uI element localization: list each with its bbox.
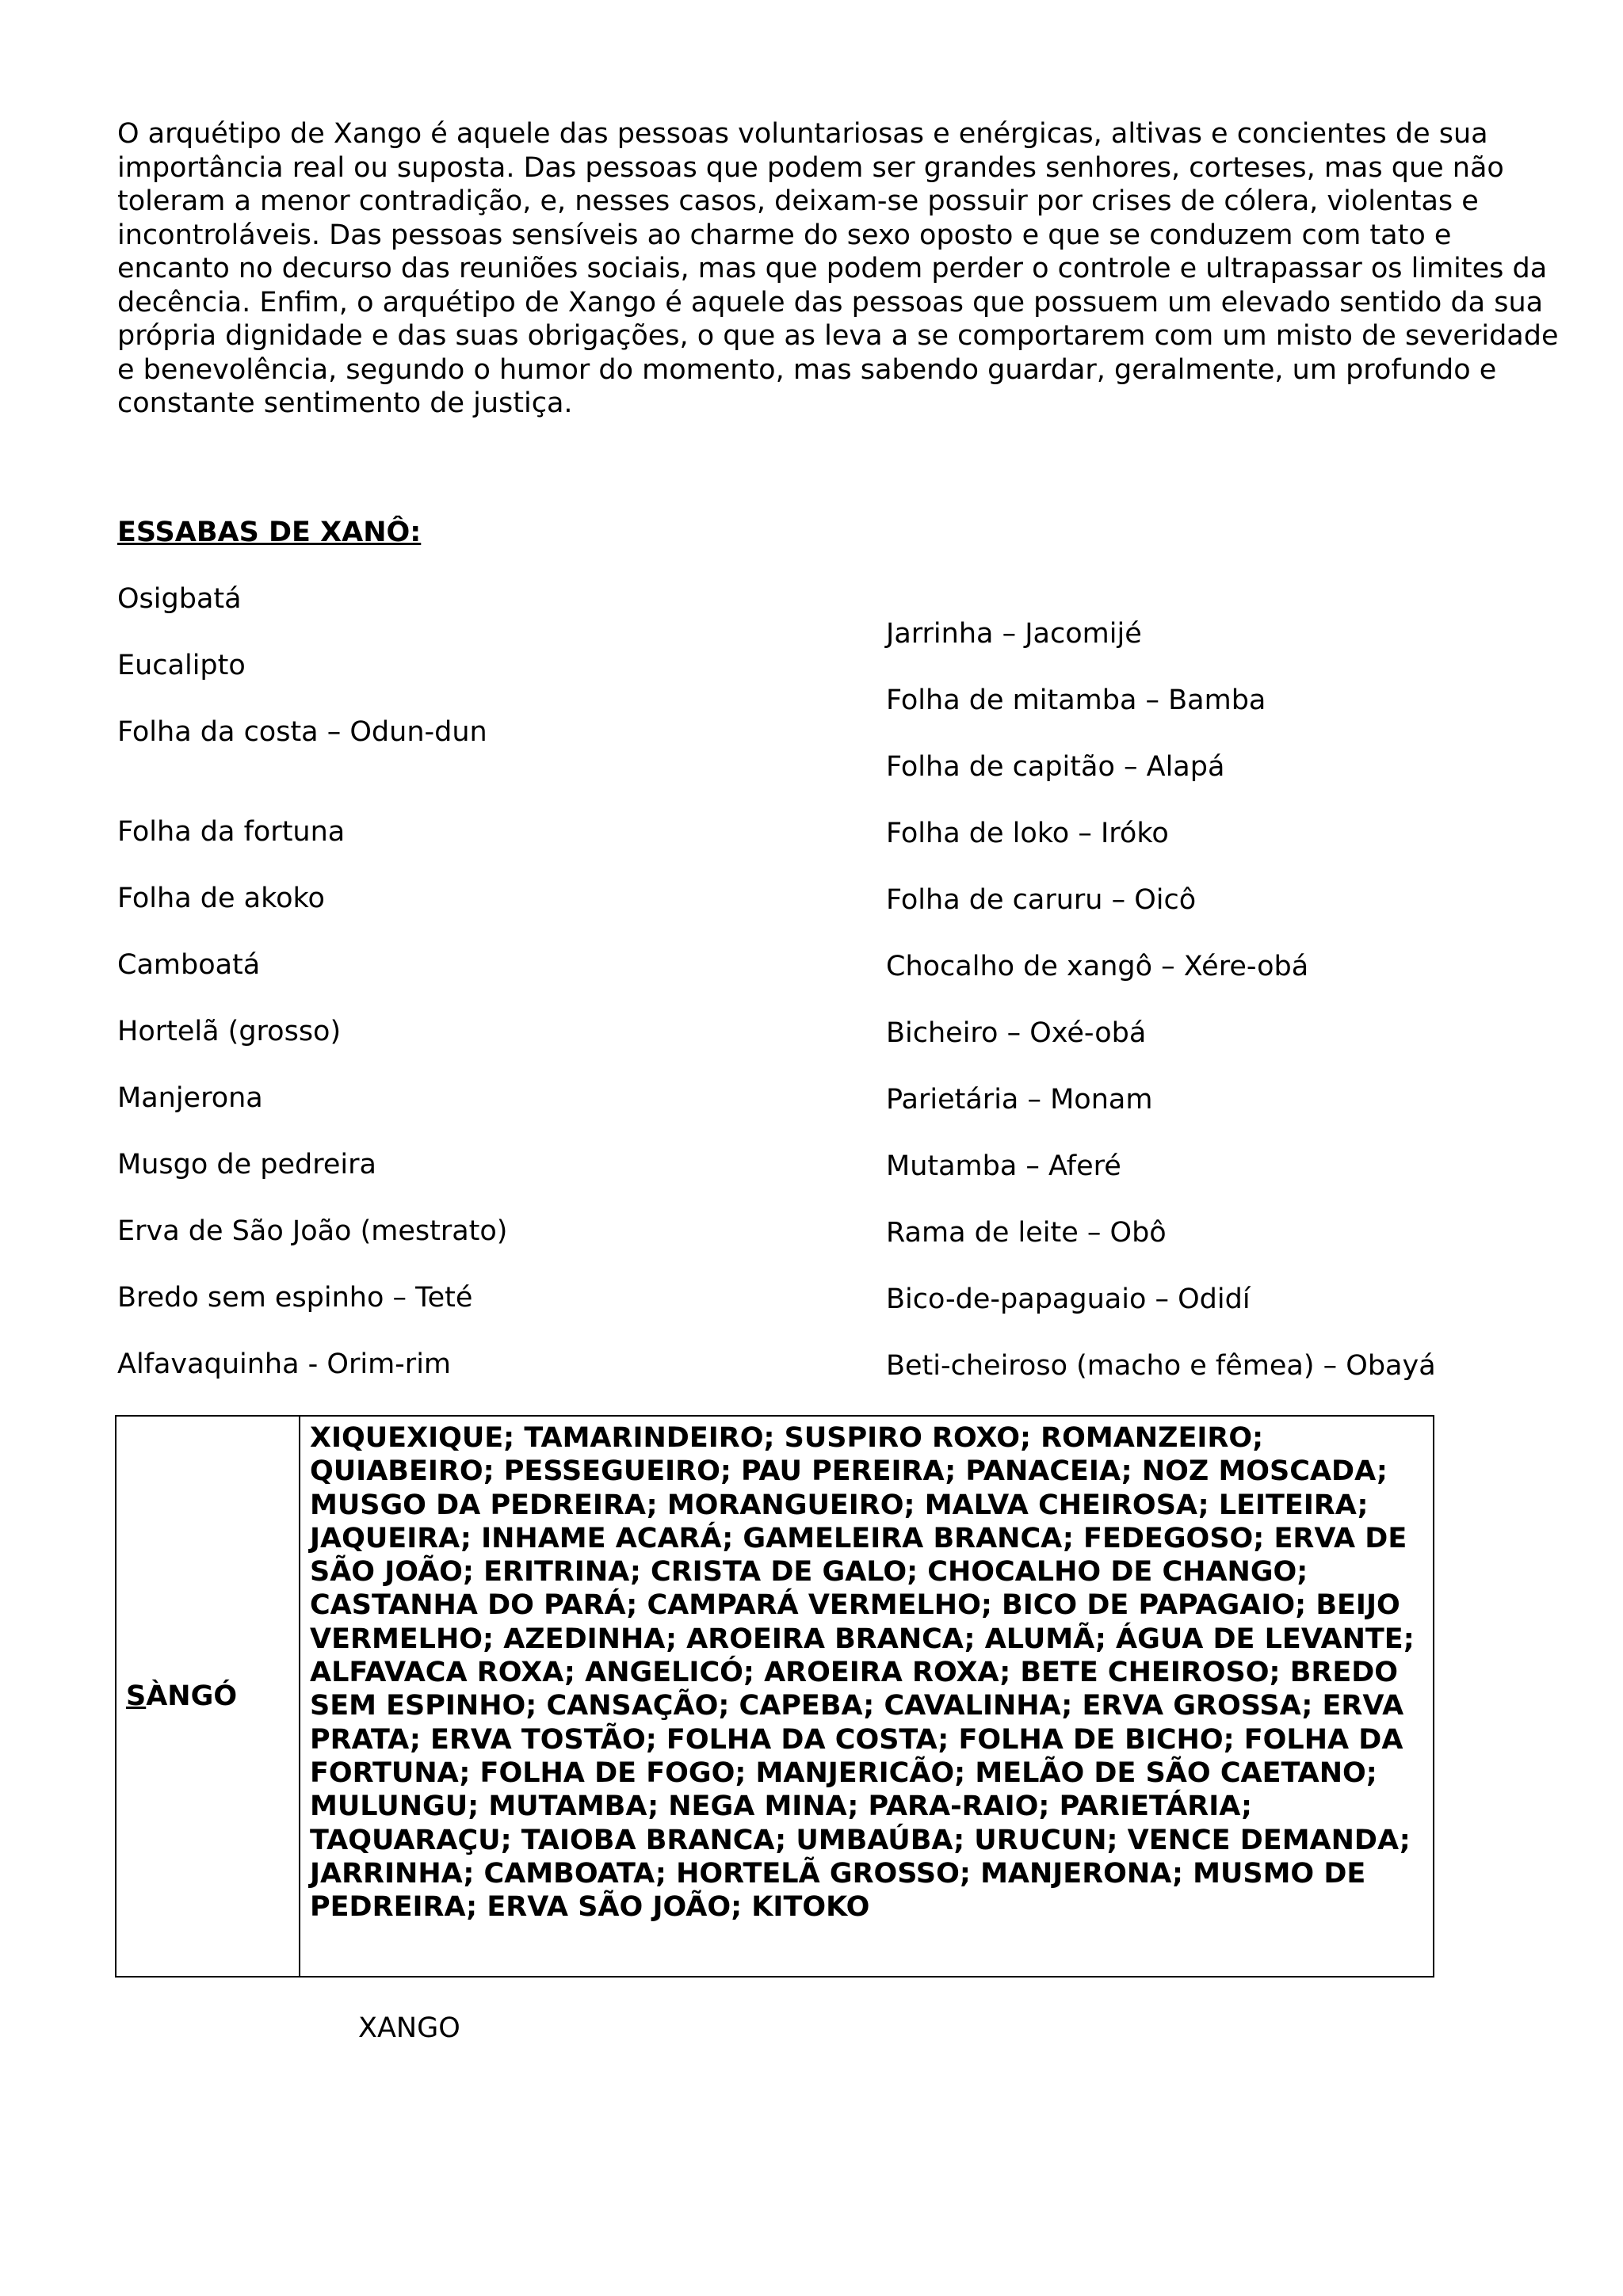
list-item: Mutamba – Aferé bbox=[886, 1150, 1121, 1182]
list-item: Osigbatá bbox=[117, 583, 242, 615]
list-item: Erva de São João (mestrato) bbox=[117, 1215, 508, 1247]
list-item: Bredo sem espinho – Teté bbox=[117, 1282, 473, 1314]
orixa-name-cell bbox=[116, 1417, 300, 1976]
list-item: Rama de leite – Obô bbox=[886, 1217, 1167, 1249]
list-item: Beti-cheiroso (macho e fêmea) – Obayá bbox=[886, 1350, 1436, 1382]
orixa-name-initial: S bbox=[126, 1680, 147, 1712]
list-item: Folha de akoko bbox=[117, 883, 325, 914]
list-item: Folha da costa – Odun-dun bbox=[117, 716, 487, 748]
orixa-herbs-cell: XIQUEXIQUE; TAMARINDEIRO; SUSPIRO ROXO; ROMANZEIRO; QUIABEIRO; PESSEGUEIRO; PAU PEREIRA; PANACEIA; NOZ MOSCADA; MUSGO DA PEDREIRA; MORANGUEIRO; MALVA CHEIROSA; LEITEIRA; JAQUEIRA; INHAME ACARÁ; GAMELEIRA BRANCA; FEDEGOSO; ERVA DE SÃO JOÃO; ERITRINA; CRISTA DE GALO; CHOCALHO DE CHANGO; CASTANHA DO PARÁ; CAMPARÁ VERMELHO; BICO DE PAPAGAIO; BEIJO VERMELHO; AZEDINHA; AROEIRA BRANCA; ALUMÃ; ÁGUA DE LEVANTE; ALFAVACA ROXA; ANGELICÓ; AROEIRA ROXA; BETE CHEIROSO; BREDO SEM ESPINHO; CANSAÇÃO; CAPEBA; CAVALINHA; ERVA GROSSA; ERVA PRATA; ERVA TOSTÃO; FOLHA DA COSTA; FOLHA DE BICHO; FOLHA DA FORTUNA; FOLHA DE FOGO; MANJERICÃO; MELÃO DE SÃO CAETANO; MULUNGU; MUTAMBA; NEGA MINA; PARA-RAIO; PARIETÁRIA; TAQUARAÇU; TAIOBA BRANCA; UMBAÚBA; URUCUN; VENCE DEMANDA; JARRINHA; CAMBOATA; HORTELÃ GROSSO; MANJERONA; MUSMO DE PEDREIRA; ERVA SÃO JOÃO; KITOKO bbox=[310, 1422, 1415, 1924]
list-item: Folha de caruru – Oicô bbox=[886, 884, 1197, 916]
list-item: Alfavaquinha - Orim-rim bbox=[117, 1348, 452, 1380]
herb-list-right bbox=[886, 618, 1599, 1394]
section-heading: ESSABAS DE XANÔ: bbox=[117, 517, 422, 548]
list-item: Musgo de pedreira bbox=[117, 1149, 376, 1180]
list-item: Manjerona bbox=[117, 1082, 263, 1114]
list-item: Hortelã (grosso) bbox=[117, 1016, 342, 1047]
list-item: Jarrinha – Jacomijé bbox=[886, 618, 1142, 650]
list-item: Folha de loko – Iróko bbox=[886, 818, 1169, 849]
list-item: Bico-de-papaguaio – Odidí bbox=[886, 1283, 1251, 1315]
list-item: Folha de capitão – Alapá bbox=[886, 751, 1225, 783]
orixa-herbs-table bbox=[115, 1415, 1434, 1978]
list-item: Camboatá bbox=[117, 949, 261, 981]
list-item: Bicheiro – Oxé-obá bbox=[886, 1017, 1147, 1049]
footer-label: XANGO bbox=[358, 2012, 460, 2044]
herb-list-left bbox=[117, 583, 831, 1391]
list-item: Folha de mitamba – Bamba bbox=[886, 685, 1266, 716]
orixa-name-rest: ÀNGÓ bbox=[146, 1680, 238, 1712]
intro-paragraph: O arquétipo de Xango é aquele das pessoas voluntariosas e enérgicas, altivas e concientes de sua importância real ou suposta. Das pessoas que podem ser grandes senhores, corteses, mas que não toleram a menor contradição, e, nesses casos, deixam-se possuir por crises de cólera, violentas e incontroláveis. Das pessoas sensíveis ao charme do sexo oposto e que se conduzem com tato e encanto no decurso das reuniões sociais, mas que podem perder o controle e ultrapassar os limites da decência. Enfim, o arquétipo de Xango é aquele das pessoas que possuem um elevado sentido da sua própria dignidade e das suas obrigações, o que as leva a se comportarem com um misto de severidade e benevolência, segundo o humor do momento, mas sabendo guardar, geralmente, um profundo e constante sentimento de justiça. bbox=[117, 118, 1559, 419]
list-item: Chocalho de xangô – Xére-obá bbox=[886, 951, 1309, 982]
list-item: Parietária – Monam bbox=[886, 1084, 1153, 1116]
list-item: Folha da fortuna bbox=[117, 816, 346, 848]
list-item: Eucalipto bbox=[117, 650, 246, 681]
